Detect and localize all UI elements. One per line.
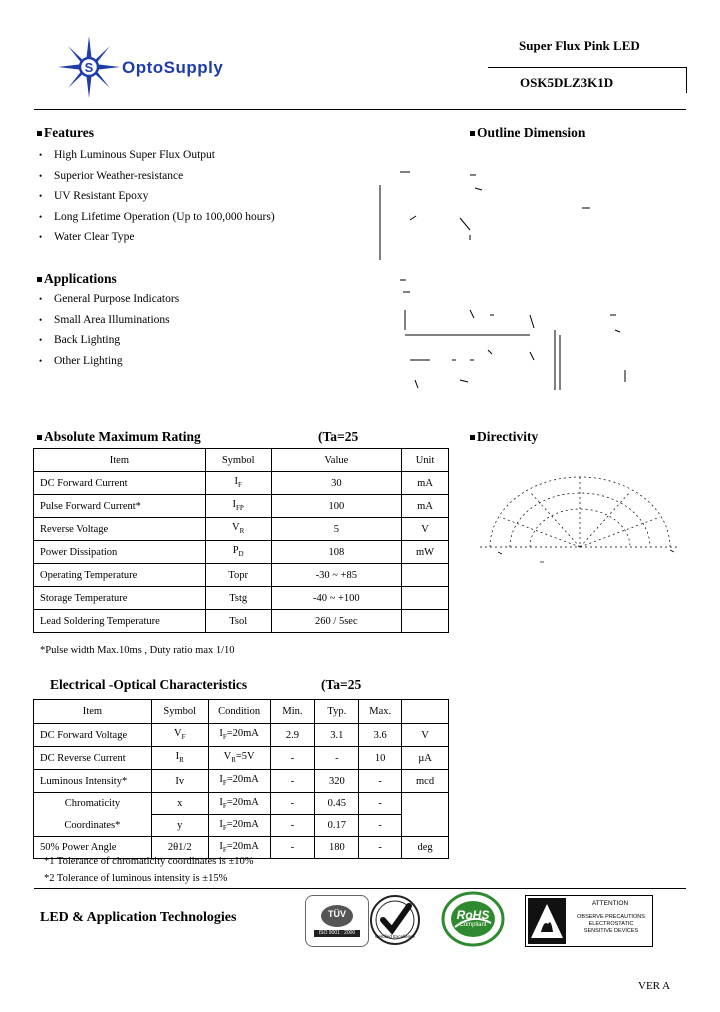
cell-unit (402, 610, 449, 633)
cell-symbol: $I_F$ (205, 472, 271, 495)
cell-unit: V (402, 724, 449, 747)
list-item: • UV Resistant Epoxy (39, 186, 275, 207)
cell-item: DC Forward Current (34, 472, 206, 495)
cell-min: - (270, 837, 315, 859)
cell-typ: 0.45 (315, 793, 359, 815)
features-heading-text: Features (44, 125, 94, 140)
directivity-heading (470, 429, 538, 445)
cell-item: 50% Power Angle (34, 837, 152, 859)
table-row (34, 495, 449, 518)
list-item: • Superior Weather-resistance (39, 166, 275, 187)
table-row (34, 610, 449, 633)
cell-item: Power Dissipation (34, 541, 206, 564)
svg-text:S: S (84, 60, 94, 75)
abs-max-heading-text: Absolute Maximum Rating (44, 429, 201, 444)
esd-attention-badge (525, 895, 653, 947)
cell-symbol: $I_{FP}$ (205, 495, 271, 518)
product-title: Super Flux Pink LED (519, 38, 640, 53)
cell-symbol: $V_F$ (151, 724, 208, 747)
table-header-row (34, 449, 449, 472)
cell-unit: deg (402, 837, 449, 859)
outline-heading-text: Outline Dimension (477, 125, 586, 140)
esd-line-1: OBSERVE PRECAUTIONS (577, 914, 645, 920)
applications-list (39, 289, 179, 371)
cell-unit: mA (402, 495, 449, 518)
eo-heading: Electrical -Optical Characteristics (50, 677, 248, 692)
header-divider (34, 109, 686, 110)
list-item: • High Luminous Super Flux Output (39, 145, 275, 166)
rohs-badge-text: RoHS (456, 908, 490, 922)
cell-symbol: Iv (151, 770, 208, 793)
header-rule (488, 67, 687, 68)
cell-symbol: Tstg (205, 587, 271, 610)
cell-item: Pulse Forward Current* (34, 495, 206, 518)
cell-min: - (270, 793, 315, 815)
esd-warning-icon (528, 898, 566, 944)
cell-symbol: Tsol (205, 610, 271, 633)
footer-company: LED & Application Technologies (40, 910, 237, 925)
cell-min: 2.9 (270, 724, 315, 747)
column-header: Symbol (151, 700, 208, 724)
directivity-heading-text: Directivity (477, 429, 539, 444)
tuv-badge-text: TÜV (328, 909, 346, 919)
cell-symbol: x (151, 793, 208, 815)
cell-value: -40 ~ +100 (271, 587, 402, 610)
table-row (34, 564, 449, 587)
cell-max: 3.6 (359, 724, 402, 747)
heading-bullet-icon (470, 131, 475, 136)
list-item: • General Purpose Indicators (39, 289, 179, 310)
cell-condition: $I_F=20mA$ (208, 837, 270, 859)
cell-value: 108 (271, 541, 402, 564)
cell-typ: 3.1 (315, 724, 359, 747)
header-right-rule (686, 67, 687, 93)
table-row (34, 518, 449, 541)
cell-max: - (359, 815, 402, 837)
cell-value: 5 (271, 518, 402, 541)
cell-max: - (359, 837, 402, 859)
cell-unit: V (402, 518, 449, 541)
list-item: • Small Area Illuminations (39, 310, 179, 331)
cell-symbol: $P_D$ (205, 541, 271, 564)
cell-item: DC Forward Voltage (34, 724, 152, 747)
abs-max-table (33, 448, 449, 633)
applications-heading (37, 271, 117, 287)
cell-value: 30 (271, 472, 402, 495)
cell-condition: $I_F=20mA$ (208, 770, 270, 793)
list-item: • Other Lighting (39, 351, 179, 372)
certified-badge-text: Certified Excellence (375, 934, 415, 939)
column-header-unit (402, 700, 449, 724)
cell-value: -30 ~ +85 (271, 564, 402, 587)
rohs-badge (441, 891, 505, 947)
eo-note-2: *2 Tolerance of luminous intensity is ±15% (44, 873, 228, 884)
column-header: Max. (359, 700, 402, 724)
heading-bullet-icon (470, 435, 475, 440)
cell-item: Luminous Intensity* (34, 770, 152, 793)
eo-condition: (Ta=25 (321, 677, 362, 692)
cell-max: - (359, 793, 402, 815)
cell-symbol: 2θ1/2 (151, 837, 208, 859)
table-row (34, 472, 449, 495)
cell-min: - (270, 747, 315, 770)
column-header: Unit (402, 449, 449, 472)
column-header: Symbol (205, 449, 271, 472)
table-row (34, 793, 449, 815)
list-item: • Water Clear Type (39, 227, 275, 248)
heading-bullet-icon (37, 435, 42, 440)
heading-bullet-icon (37, 277, 42, 282)
cell-item: Lead Soldering Temperature (34, 610, 206, 633)
cell-item: DC Reverse Current (34, 747, 152, 770)
column-header: Item (34, 700, 152, 724)
tuv-badge (305, 895, 369, 947)
applications-heading-text: Applications (44, 271, 117, 286)
column-header: Min. (270, 700, 315, 724)
eo-table (33, 699, 449, 859)
table-row (34, 815, 449, 837)
cell-value: 260 / 5sec (271, 610, 402, 633)
esd-line-2: ELECTROSTATIC (588, 921, 634, 927)
features-heading (37, 125, 94, 141)
list-item: • Long Lifetime Operation (Up to 100,000 hours) (39, 207, 275, 228)
cell-typ: 0.17 (315, 815, 359, 837)
cell-item: Reverse Voltage (34, 518, 206, 541)
abs-max-footnote: *Pulse width Max.10ms , Duty ratio max 1/10 (40, 645, 235, 656)
cell-item: Operating Temperature (34, 564, 206, 587)
table-row (34, 541, 449, 564)
table-header-row (34, 700, 449, 724)
table-row (34, 587, 449, 610)
heading-bullet-icon (37, 131, 42, 136)
cell-symbol: $V_R$ (205, 518, 271, 541)
cell-item: Storage Temperature (34, 587, 206, 610)
outline-dimension-drawing (370, 160, 630, 400)
column-header: Value (271, 449, 402, 472)
cell-unit (402, 793, 449, 815)
cell-condition: $V_R=5V$ (208, 747, 270, 770)
cell-symbol: Topr (205, 564, 271, 587)
cell-typ: 320 (315, 770, 359, 793)
cell-min: - (270, 770, 315, 793)
cell-min: - (270, 815, 315, 837)
cell-value: 100 (271, 495, 402, 518)
esd-title: ATTENTION (591, 900, 629, 907)
footer-divider (34, 888, 686, 889)
column-header: Condition (208, 700, 270, 724)
esd-line-3: SENSITIVE DEVICES (583, 928, 639, 934)
version-label: VER A (638, 980, 671, 992)
cell-condition: $I_F=20mA$ (208, 815, 270, 837)
cell-unit (402, 587, 449, 610)
certified-badge (369, 894, 421, 946)
cell-condition: $I_F=20mA$ (208, 793, 270, 815)
cell-unit: mW (402, 541, 449, 564)
cell-unit: µA (402, 747, 449, 770)
eo-note-1: *1 Tolerance of chromaticity coordinates is ±10% (44, 856, 254, 867)
cell-symbol: $I_R$ (151, 747, 208, 770)
tuv-badge-sub: ISO 9001 : 2000 (318, 930, 356, 936)
tuv-logo-icon (306, 896, 368, 946)
cell-unit: mcd (402, 770, 449, 793)
outline-heading (470, 125, 585, 141)
table-row (34, 770, 449, 793)
brand-name: OptoSupply (122, 58, 224, 77)
column-header: Item (34, 449, 206, 472)
optosupply-star-icon (54, 36, 124, 98)
column-header: Typ. (315, 700, 359, 724)
table-row (34, 724, 449, 747)
cell-item: Coordinates* (34, 815, 152, 837)
abs-max-heading (37, 429, 201, 445)
cell-unit (402, 815, 449, 837)
cell-typ: - (315, 747, 359, 770)
cell-typ: 180 (315, 837, 359, 859)
cell-item: Chromaticity (34, 793, 152, 815)
cell-unit: mA (402, 472, 449, 495)
directivity-diagram (470, 462, 690, 572)
cell-max: - (359, 770, 402, 793)
cell-max: 10 (359, 747, 402, 770)
abs-max-condition: (Ta=25 (318, 429, 359, 444)
rohs-badge-sub: Compliant (459, 922, 487, 928)
part-number: OSK5DLZ3K1D (520, 75, 614, 90)
list-item: • Back Lighting (39, 330, 179, 351)
features-list (39, 145, 275, 248)
cell-unit (402, 564, 449, 587)
table-row (34, 747, 449, 770)
cell-condition: $I_F=20mA$ (208, 724, 270, 747)
cell-symbol: y (151, 815, 208, 837)
brand-logo (54, 36, 274, 98)
